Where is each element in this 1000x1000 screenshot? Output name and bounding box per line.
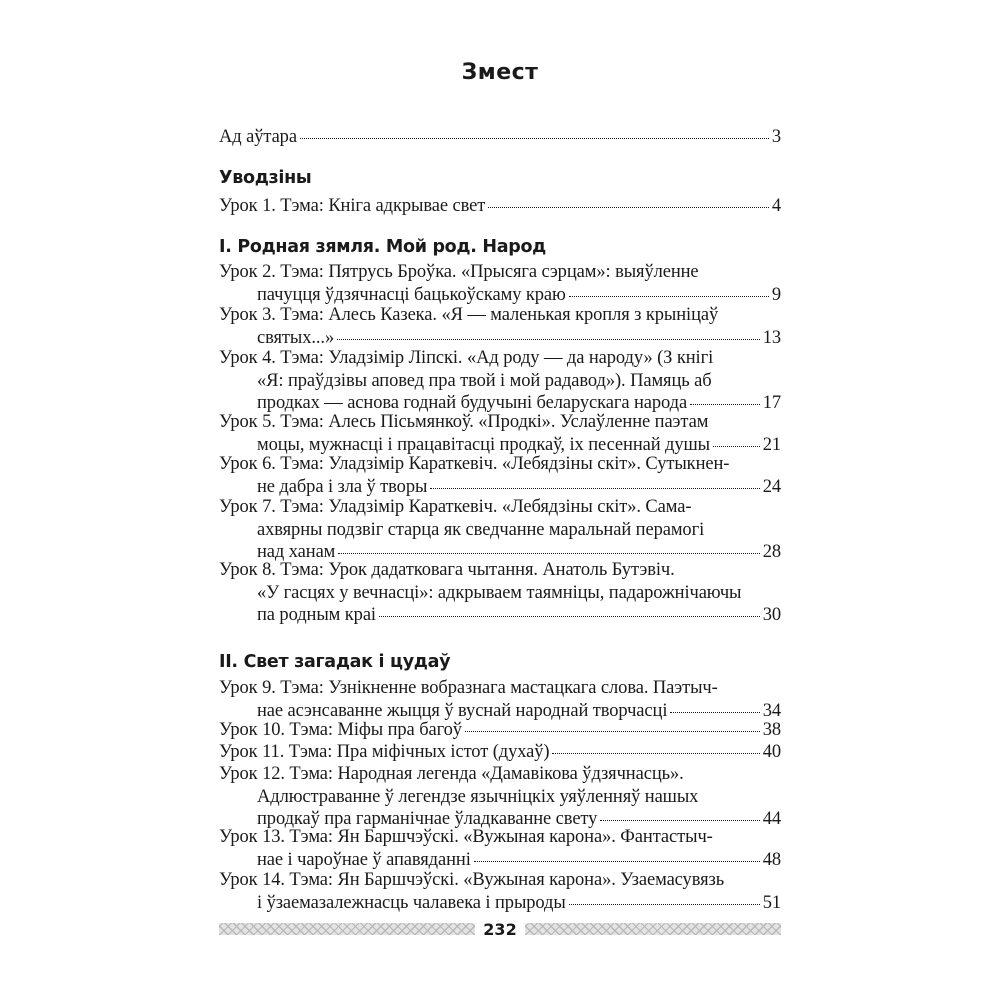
toc-page-number: 4 xyxy=(771,196,781,216)
toc-page-number: 30 xyxy=(762,605,781,625)
page-title: Змест xyxy=(461,60,539,85)
toc-page-number: 9 xyxy=(771,284,781,305)
dot-leader xyxy=(569,904,760,905)
dot-leader xyxy=(337,339,760,340)
toc-entry-text: Урок 10. Тэма: Міфы пра багоў xyxy=(219,720,462,740)
toc-page-number: 28 xyxy=(762,542,781,562)
toc-entry-text: не дабра і зла ў творы xyxy=(257,476,428,497)
toc-entry-line: Урок 7. Тэма: Уладзімір Караткевіч. «Лебядзіны скіт». Сама- xyxy=(219,497,692,517)
toc-entry-line: Урок 2. Тэма: Пятрусь Броўка. «Прысяга сэрцам»: выяўленне xyxy=(219,262,699,282)
dot-leader xyxy=(600,820,759,821)
dot-leader xyxy=(465,731,760,732)
section-heading-2: II. Свет загадак і цудаў xyxy=(219,652,451,672)
dot-leader xyxy=(690,404,760,405)
toc-entry-line: Урок 13. Тэма: Ян Баршчэўскі. «Вужыная карона». Фантастыч- xyxy=(219,827,713,847)
toc-entry-text: нае і чароўнае ў апавяданні xyxy=(257,849,471,870)
dot-leader xyxy=(379,616,760,617)
toc-entry xyxy=(219,347,781,415)
toc-entry-line: Урок 6. Тэма: Уладзімір Караткевіч. «Лебядзіны скіт». Сутыкнен- xyxy=(219,454,730,474)
toc-page-number: 34 xyxy=(762,700,781,721)
toc-entry-line: ахвярны подзвіг старца як сведчанне маральнай перамогі xyxy=(257,519,705,540)
toc-entry xyxy=(219,453,781,498)
toc-entry-text: нае асэнсаванне жыцця ў вуснай народнай творчасці xyxy=(257,700,668,721)
toc-entry xyxy=(219,826,781,871)
toc-entry-text: па родным краі xyxy=(257,605,376,625)
toc-page-number: 17 xyxy=(762,393,781,413)
toc-entry-line: «Я: праўдзівы аповед пра твой і мой радавод»). Памяць аб xyxy=(257,370,712,391)
dot-leader xyxy=(474,861,760,862)
toc-entry-line: Урок 3. Тэма: Алесь Казека. «Я — маленькая кропля з крыніцаў xyxy=(219,305,719,325)
toc-entry xyxy=(219,304,781,349)
toc-entry-line: Адлюстраванне ў легендзе язычніцкіх уяўленняў нашых xyxy=(257,786,699,807)
toc-entry xyxy=(219,763,781,831)
toc-entry-line: «У гасцях у вечнасці»: адкрываем таямніцы, падарожнічаючы xyxy=(257,582,742,603)
toc-entry-text: Ад аўтара xyxy=(219,127,297,147)
toc-entry-text: Урок 11. Тэма: Пра міфічных істот (духаў) xyxy=(219,742,550,762)
toc-entry-line: Урок 8. Тэма: Урок дадатковага чытання. Анатоль Бутэвіч. xyxy=(219,560,675,580)
dot-leader xyxy=(430,488,759,489)
dot-leader xyxy=(338,553,759,554)
toc-entry xyxy=(219,559,781,627)
page-number: 232 xyxy=(483,919,517,939)
toc-entry xyxy=(219,677,781,722)
toc-entry-text: моцы, мужнасці і працавітасці продкаў, іх песеннай душы xyxy=(257,434,710,455)
toc-entry xyxy=(219,195,781,218)
toc-entry-text: святых...» xyxy=(257,327,335,348)
toc-entry-text: над ханам xyxy=(257,542,336,562)
toc-entry xyxy=(219,869,781,914)
toc-entry-text: Урок 1. Тэма: Кніга адкрывае свет xyxy=(219,196,486,216)
toc-entry-line: Урок 9. Тэма: Узнікненне вобразнага мастацкага слова. Паэтыч- xyxy=(219,678,718,698)
toc-page-number: 21 xyxy=(762,434,781,455)
section-heading-introduction: Уводзіны xyxy=(219,168,312,188)
decorative-band-right xyxy=(525,923,781,935)
toc-entry-line: Урок 12. Тэма: Народная легенда «Дамавікова ўдзячнасць». xyxy=(219,764,684,784)
dot-leader xyxy=(670,712,759,713)
dot-leader xyxy=(569,296,769,297)
toc-entry-line: Урок 4. Тэма: Уладзімір Ліпскі. «Ад роду — да народу» (З кнігі xyxy=(219,348,714,368)
toc-page-number: 51 xyxy=(762,892,781,913)
dot-leader xyxy=(552,753,759,754)
dot-leader xyxy=(300,138,769,139)
dot-leader xyxy=(488,207,769,208)
toc-page-number: 3 xyxy=(771,127,781,147)
toc-entry-line: Урок 5. Тэма: Алесь Пісьмянкоў. «Продкі». Услаўленне паэтам xyxy=(219,412,709,432)
toc-entry-text: продкаў пра гарманічнае ўладкаванне свету xyxy=(257,809,598,829)
toc-page-number: 44 xyxy=(762,809,781,829)
toc-entry-text: пачуцця ўдзячнасці бацькоўскаму краю xyxy=(257,284,566,305)
dot-leader xyxy=(713,446,760,447)
toc-page-number: 40 xyxy=(762,742,781,762)
toc-entry xyxy=(219,719,781,742)
toc-entry xyxy=(219,741,781,764)
decorative-band-left xyxy=(219,923,475,935)
toc-page-number: 13 xyxy=(762,327,781,348)
toc-entry-line: Урок 14. Тэма: Ян Баршчэўскі. «Вужыная карона». Узаемасувязь xyxy=(219,870,725,890)
toc-entry xyxy=(219,411,781,456)
toc-entry xyxy=(219,261,781,306)
page-footer xyxy=(219,918,781,940)
toc-page-number: 24 xyxy=(762,476,781,497)
section-heading-1: I. Родная зямля. Мой род. Народ xyxy=(219,237,547,257)
toc-entry-intro xyxy=(219,126,781,149)
toc-entry-text: продках — аснова годнай будучыні беларускага народа xyxy=(257,393,688,413)
toc-entry-text: і ўзаемазалежнасць чалавека і прыроды xyxy=(257,892,566,913)
toc-page-number: 38 xyxy=(762,720,781,740)
toc-entry xyxy=(219,496,781,564)
toc-page-number: 48 xyxy=(762,849,781,870)
